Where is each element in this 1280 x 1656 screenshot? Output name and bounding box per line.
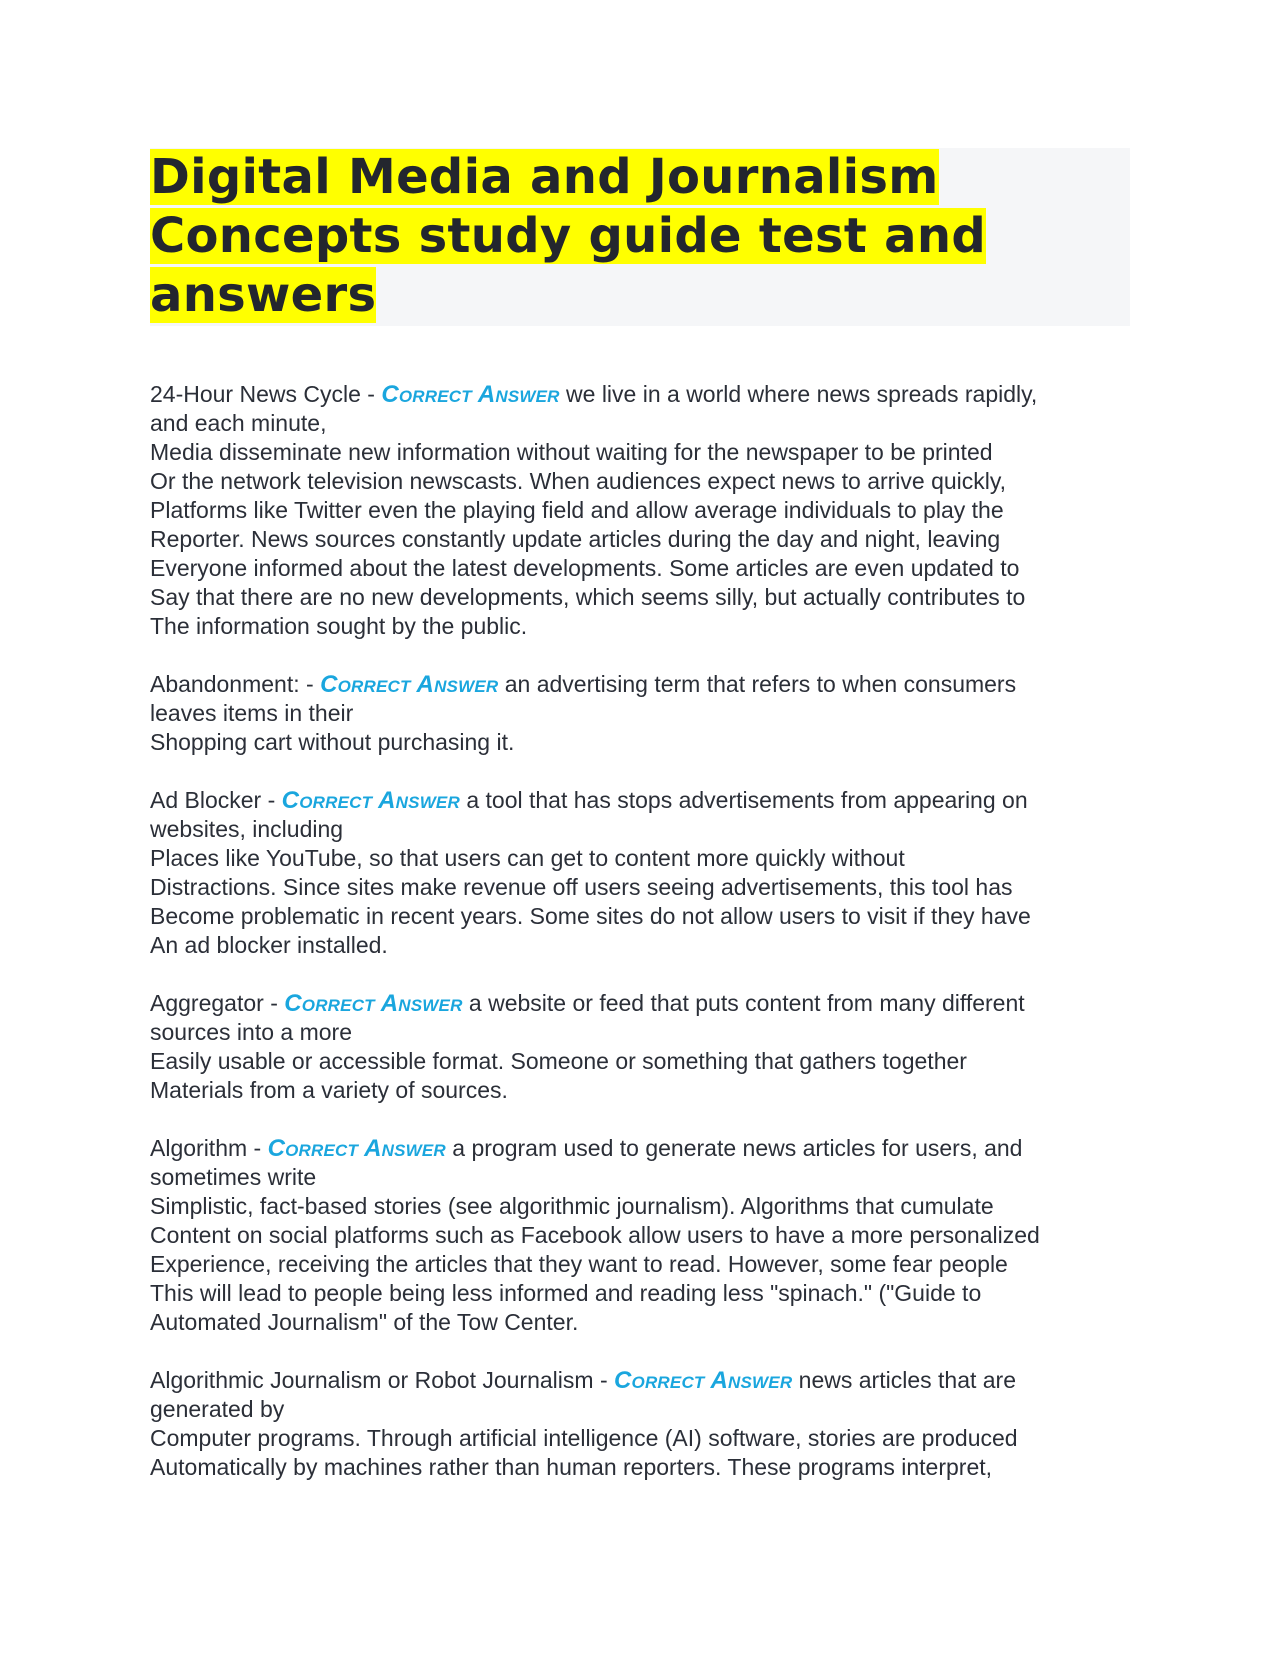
entry-definition-line: sources into a more — [150, 1019, 352, 1045]
entry-definition-line: Content on social platforms such as Facebook allow users to have a more personalized — [150, 1222, 1040, 1248]
entry-definition-line: leaves items in their — [150, 700, 354, 726]
entry-definition-line: Become problematic in recent years. Some sites do not allow users to visit if they have — [150, 903, 1031, 929]
entry-first-line — [150, 1366, 1130, 1395]
correct-answer-tag: Correct Answer — [381, 381, 560, 408]
entry-definition-line: websites, including — [150, 816, 344, 842]
entry-definition-line: sometimes write — [150, 1164, 317, 1190]
entry-definition-line: generated by — [150, 1396, 285, 1422]
entry-definition-line: Simplistic, fact-based stories (see algorithmic journalism). Algorithms that cumulate — [150, 1193, 994, 1219]
glossary-entry — [150, 786, 1130, 960]
entry-first-line — [150, 786, 1130, 815]
entry-definition-line: and each minute, — [150, 410, 327, 436]
entry-definition-line: Places like YouTube, so that users can get to content more quickly without — [150, 845, 905, 871]
glossary-entry — [150, 670, 1130, 757]
glossary-entry — [150, 989, 1130, 1105]
correct-answer-tag: Correct Answer — [284, 990, 463, 1017]
title-block — [150, 148, 1130, 326]
entry-definition-line: Experience, receiving the articles that they want to read. However, some fear people — [150, 1251, 1008, 1277]
document-title — [150, 148, 1130, 325]
glossary-entry — [150, 1134, 1130, 1337]
correct-answer-tag: Correct Answer — [267, 1135, 446, 1162]
entry-definition-line: Platforms like Twitter even the playing field and allow average individuals to play the — [150, 497, 1004, 523]
entry-term: Aggregator - — [150, 990, 285, 1016]
correct-answer-tag: Correct Answer — [281, 787, 460, 814]
entry-first-line — [150, 380, 1130, 409]
entry-first-line — [150, 1134, 1130, 1163]
glossary-entry — [150, 380, 1130, 641]
entry-term: Algorithmic Journalism or Robot Journalism - — [150, 1367, 614, 1393]
entry-definition-line: Everyone informed about the latest developments. Some articles are even updated to — [150, 555, 1020, 581]
entry-definition-start: a website or feed that puts content from many different — [462, 990, 1025, 1016]
entry-definition-start: news articles that are — [792, 1367, 1017, 1393]
title-highlight: Digital Media and Journalism Concepts study guide test and answers — [150, 149, 986, 323]
entry-definition-line: Or the network television newscasts. When audiences expect news to arrive quickly, — [150, 468, 1007, 494]
correct-answer-tag: Correct Answer — [614, 1367, 793, 1394]
entry-definition-line: This will lead to people being less informed and reading less "spinach." ("Guide to — [150, 1280, 982, 1306]
entry-definition-line: Materials from a variety of sources. — [150, 1077, 508, 1103]
entry-definition-start: we live in a world where news spreads rapidly, — [559, 381, 1038, 407]
entry-term: Abandonment: - — [150, 671, 321, 697]
entry-definition-line: Media disseminate new information without waiting for the newspaper to be printed — [150, 439, 993, 465]
correct-answer-tag: Correct Answer — [320, 671, 499, 698]
entry-definition-line: Computer programs. Through artificial intelligence (AI) software, stories are produced — [150, 1425, 1018, 1451]
entry-definition-start: a tool that has stops advertisements from appearing on — [459, 787, 1028, 813]
glossary-entry — [150, 1366, 1130, 1482]
entry-definition-line: Shopping cart without purchasing it. — [150, 729, 515, 755]
entry-definition-line: Reporter. News sources constantly update articles during the day and night, leaving — [150, 526, 1001, 552]
entry-definition-line: Easily usable or accessible format. Someone or something that gathers together — [150, 1048, 967, 1074]
entry-first-line — [150, 989, 1130, 1018]
entry-definition-start: an advertising term that refers to when consumers — [498, 671, 1017, 697]
entry-term: Algorithm - — [150, 1135, 268, 1161]
entry-definition-line: Say that there are no new developments, which seems silly, but actually contributes to — [150, 584, 1026, 610]
entry-definition-start: a program used to generate news articles for users, and — [445, 1135, 1023, 1161]
entry-definition-line: An ad blocker installed. — [150, 932, 388, 958]
entry-definition-line: Automatically by machines rather than human reporters. These programs interpret, — [150, 1454, 993, 1480]
entry-definition-line: The information sought by the public. — [150, 613, 528, 639]
glossary-entries — [150, 380, 1130, 1482]
entry-first-line — [150, 670, 1130, 699]
entry-definition-line: Distractions. Since sites make revenue off users seeing advertisements, this tool has — [150, 874, 1013, 900]
entry-term: Ad Blocker - — [150, 787, 282, 813]
entry-term: 24-Hour News Cycle - — [150, 381, 382, 407]
document-page — [150, 148, 1130, 1511]
entry-definition-line: Automated Journalism" of the Tow Center. — [150, 1309, 579, 1335]
